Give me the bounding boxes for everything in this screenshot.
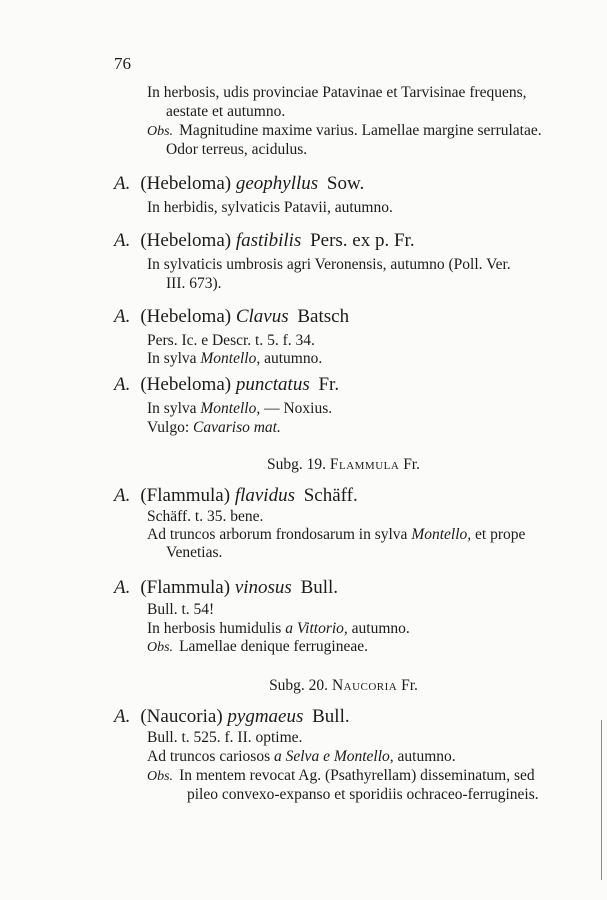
subgenus-name: (Flammula) (140, 577, 231, 598)
obs-label: Obs. (147, 124, 174, 139)
entry-line (147, 747, 456, 766)
obs-line (147, 766, 535, 786)
obs-text: In mentem revocat Ag. (Psathyrellam) disseminatum, sed (179, 767, 535, 784)
species-heading (114, 705, 350, 728)
entry-line: Bull. t. 525. f. II. optime. (147, 729, 303, 746)
species-heading (114, 229, 415, 252)
species-name: punctatus (235, 374, 310, 395)
subgenus-name: (Naucoria) (140, 706, 223, 727)
entry-text: In sylva (147, 350, 197, 367)
entry-text: autumno. (397, 748, 456, 765)
subgenus-heading (0, 455, 607, 474)
subgenus-name: (Hebeloma) (140, 306, 232, 327)
intro-line: aestate et autumno. (166, 103, 286, 120)
species-author: Batsch (297, 306, 350, 327)
species-author: Bull. (300, 577, 339, 598)
genus-abbrev: A. (114, 306, 131, 327)
entry-text: In sylva (147, 400, 197, 417)
genus-abbrev: A. (114, 374, 131, 395)
vernacular-name: Cavariso mat. (193, 419, 281, 436)
entry-text: In herbosis humidulis (147, 620, 282, 637)
entry-line: In herbidis, sylvaticis Patavii, autumno. (147, 199, 393, 216)
genus-abbrev: A. (114, 173, 131, 194)
entry-text: Vulgo: (147, 419, 190, 436)
entry-text: autumno. (351, 620, 410, 637)
species-heading (114, 576, 338, 599)
subgenus-title: Flammula (329, 456, 400, 473)
page-number: 76 (114, 54, 131, 73)
species-name: vinosus (234, 577, 292, 598)
subgenus-title: Naucoria (331, 677, 398, 694)
entry-line: Venetias. (166, 544, 223, 561)
entry-line (147, 349, 322, 368)
species-author: Bull. (312, 706, 350, 727)
entry-text: — Noxius. (264, 400, 333, 417)
obs-label: Obs. (147, 769, 174, 784)
species-author: Schäff. (303, 485, 358, 506)
entry-line: In sylvaticis umbrosis agri Veronensis, autumno (Poll. Ver. (147, 256, 511, 273)
species-heading (114, 373, 339, 396)
place-name: Montello, (200, 400, 261, 417)
place-name: Montello, (411, 526, 472, 543)
species-author: Sow. (326, 173, 365, 194)
species-name: pygmaeus (227, 706, 304, 727)
entry-text: Ad truncos cariosos (147, 748, 271, 765)
subgenus-author: Fr. (401, 677, 418, 694)
place-name: a Vittorio, (285, 620, 348, 637)
genus-abbrev: A. (114, 485, 131, 506)
subgenus-name: (Hebeloma) (140, 374, 232, 395)
genus-abbrev: A. (114, 577, 131, 598)
subgenus-name: (Hebeloma) (140, 230, 232, 251)
species-name: Clavus (235, 306, 289, 327)
obs-label: Obs. (147, 640, 174, 655)
entry-line: pileo convexo-expanso et sporidiis ochraceo-ferrugineis. (187, 786, 539, 803)
entry-line (147, 399, 332, 418)
species-author: Fr. (318, 374, 340, 395)
species-heading (114, 484, 358, 507)
entry-line (147, 619, 410, 638)
entry-line: Pers. Ic. e Descr. t. 5. f. 34. (147, 332, 315, 349)
species-name: fastibilis (235, 230, 302, 251)
intro-line: Odor terreus, acidulus. (166, 141, 308, 158)
genus-abbrev: A. (114, 706, 131, 727)
entry-text: et prope (475, 526, 526, 543)
entry-line: Schäff. t. 35. bene. (147, 508, 264, 525)
intro-line: In herbosis, udis provinciae Patavinae et Tarvisinae frequens, (147, 84, 527, 101)
obs-line (147, 637, 368, 657)
species-heading (114, 305, 349, 328)
subgenus-author: Fr. (403, 456, 420, 473)
entry-text: Ad truncos arborum frondosarum in sylva (147, 526, 408, 543)
subgenus-name: (Flammula) (140, 485, 231, 506)
entry-line: III. 673). (166, 275, 222, 292)
entry-text: autumno. (264, 350, 323, 367)
place-name: Montello, (200, 350, 261, 367)
obs-text: Magnitudine maxime varius. Lamellae margine serrulatae. (179, 122, 542, 139)
entry-line (147, 418, 281, 437)
subgenus-number: Subg. 19. (266, 456, 326, 473)
subgenus-number: Subg. 20. (269, 677, 329, 694)
obs-text: Lamellae denique ferrugineae. (179, 638, 368, 655)
species-name: flavidus (234, 485, 295, 506)
subgenus-name: (Hebeloma) (140, 173, 232, 194)
genus-abbrev: A. (114, 230, 131, 251)
species-author: Pers. ex p. Fr. (310, 230, 415, 251)
species-name: geophyllus (235, 173, 319, 194)
entry-line: Bull. t. 54! (147, 601, 215, 618)
entry-line (147, 525, 525, 544)
page-edge-line (601, 720, 602, 880)
species-heading (114, 172, 364, 195)
obs-line (147, 121, 542, 141)
place-name: a Selva e Montello, (274, 748, 394, 765)
subgenus-heading (0, 676, 607, 695)
